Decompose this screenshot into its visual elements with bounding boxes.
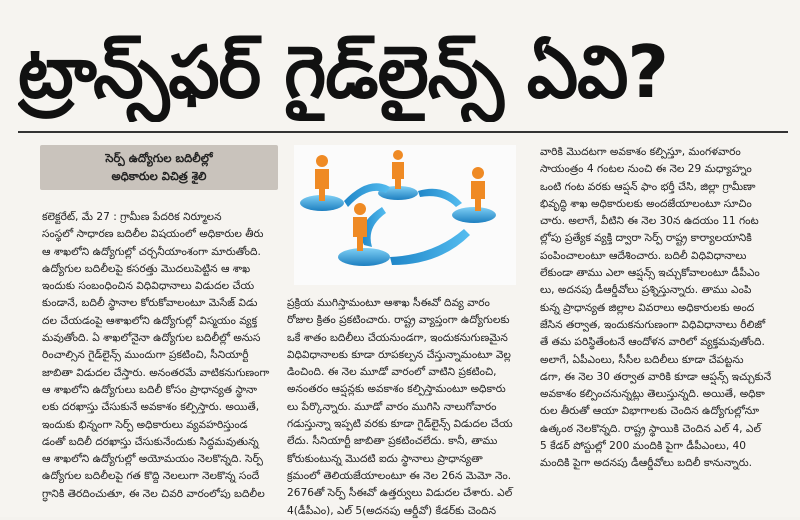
text-line: తే తమ పరిస్థితేంటనే ఆందోళన వారిలో వ్యక్తమవుతోంది.: [540, 336, 765, 349]
article-column-2: [287, 295, 530, 520]
text-line: ఒకే శాతం బదిలీలు చేయనుండగా, ఇందుకనుగుణమైన: [287, 331, 508, 344]
text-line: కలెక్టరేట్, మే 27 : గ్రామీణ పేదరిక నిర్మూలన: [42, 211, 222, 223]
text-line: ఆ శాఖలోని ఉద్యోగుల్లో అయోమయం నెలకొన్నది. సెర్ప్: [42, 453, 263, 466]
text-line: డించింది. ఈ నెల మూడో వారంలో వాటిని ప్రకటించి,: [287, 366, 497, 379]
transfer-people-graphic: [294, 145, 516, 285]
text-line: మందికి పైగా అదనపు డీఆర్డీవోలు బదిలీ కానున్నారు.: [540, 457, 753, 470]
text-line: మవుతోంది. ఏ శాఖలోనైనా ఉద్యోగుల బదిలీల్లో అనుస: [42, 332, 261, 345]
text-line: అలాగే, ఏపీఎంలు, సీసీల బదిలీలు కూడా చేపట్టను: [540, 353, 744, 366]
text-line: ఉద్యోగుల బదిలీలపై గత కొద్ది నెలలుగా నెలకొన్న సందే: [42, 470, 260, 483]
subheadline-line-2: అధికారుల విచిత్ర శైలి: [111, 169, 207, 183]
text-line: చారు. అలాగే, వీటిని ఈ నెల 30న ఉదయం 11 గంట: [540, 215, 759, 228]
text-line: అవకాశం కల్పించనున్నట్లు తెలుస్తున్నది. అయితే, అధికా: [540, 388, 765, 401]
article-column-1: [42, 209, 279, 503]
text-line: క్రమంలో తెలియజేయాలంటూ ఈ నెల 26న మెమో నెం.: [287, 469, 512, 482]
text-line: దల చేయడంపై ఆశాఖలోని ఉద్యోగుల్లో విస్మయం వ్యక్త: [42, 314, 258, 327]
text-line: వారికి మొదటగా అవకాశం కల్పిస్తూ, మంగళవారం: [540, 146, 741, 158]
text-line: ఒంటి గంట వరకు ఆప్షన్ ఫాం భర్తీ చేసి, జిల్లా గ్రామీణా: [540, 180, 756, 193]
staff-transfer-illustration: [294, 145, 516, 285]
text-line: అనంతరం ఆప్షన్లకు అవకాశం కల్పిస్తామంటూ అధికారు: [287, 383, 506, 396]
text-line: లేకుండా తాము ఎలా ఆప్షన్స్ ఇచ్చుకోవాలంటూ డీపీఎం: [540, 267, 760, 280]
text-line: రించాల్సిన గైడ్‌లైన్స్ ముందుగా ప్రకటించి, సీనియార్టీ: [42, 349, 249, 362]
text-line: పంపించాలంటూ ఆదేశించారు. బదిలీ విధివిధానాలు: [540, 249, 747, 262]
text-line: లకు దరఖాస్తు చేసుకునే అవకాశం కల్పిస్తారు. అయితే,: [42, 401, 260, 414]
text-line: కోరుకుంటున్న మొదటి ఐదు స్థానాలు ప్రాధాన్యతా: [287, 452, 483, 465]
subheadline-line-1: సెర్ప్ ఉద్యోగుల బదిలీల్లో: [105, 151, 213, 165]
text-line: కుండానే, బదిలీ స్థానాల కోరుకోవాలంటూ మెసేజ్ విడు: [42, 297, 258, 310]
text-line: లు పేర్కొన్నారు. మూడో వారం ముగిసి నాలుగోవారం: [287, 400, 497, 413]
text-line: 2676తో సెర్ప్ సీఈవో ఉత్తర్వులు విడుదల చేశారు. ఎల్: [287, 487, 513, 500]
text-line: సాయంత్రం 4 గంటల నుంచి ఈ నెల 29 మధ్యాహ్నం: [540, 163, 752, 176]
text-line: 5 కేడర్ పోస్టుల్లో 200 మందికి పైగా డీపీఎంలు, 40: [540, 440, 747, 453]
text-line: గడుస్తున్నా ఇప్పటి వరకు కూడా గైడ్‌లైన్స్ విడుదల చేయ: [287, 418, 513, 431]
text-line: లేదు. సీనియార్టీ జాబితా ప్రకటించలేదు. కానీ, తాము: [287, 435, 498, 448]
text-line: ల్లోపు ప్రత్యేక వ్యక్తి ద్వారా సెర్ప్ రాష్ట్ర కార్యాలయానికి: [540, 232, 752, 245]
text-line: గ్ధానికి తెరదించుతూ, ఈ నెల చివరి వారంలోపు బదిలీల: [42, 487, 265, 500]
text-line: డంతో బదిలీ దరఖాస్తు చేసుకునేందుకు సిద్ధమవుతున్న: [42, 435, 259, 448]
text-line: ఉత్కంఠ నెలకొన్నది. రాష్ట్ర స్థాయికి చెందిన ఎల్ 4, ఎల్: [540, 422, 761, 435]
text-line: ఇందుకు సంబంధించిన విధివిధానాలు విడుదల చేయ: [42, 280, 255, 293]
text-line: 4(డీపీఎం), ఎల్ 5(అదనపు ఆర్డీవో) కేడర్‌కు చెందిన: [287, 504, 497, 517]
text-line: రోజుల క్రితం ప్రకటించారు. రాష్ట్ర వ్యాప్తంగా ఉద్యోగులకు: [287, 314, 510, 327]
text-line: జాబితా విడుదల చేస్తారు. అనంతరమే వాటికనుగుణంగా: [42, 366, 270, 379]
text-line: లు, అదనపు డీఆర్డీవోలు ప్రశ్నిస్తున్నారు. తాము ఎంపి: [540, 284, 752, 297]
text-line: ఆ శాఖలోని ఉద్యోగులు బదిలీ కోసం ప్రాధాన్యత స్థానా: [42, 383, 257, 396]
text-line: రుల తీరుతో ఆయా విభాగాలకు చెందిన ఉద్యోగుల్లోనూ: [540, 405, 760, 418]
text-line: భివృద్ధి శాఖ అధికారులకు అందజేయాలంటూ సూచిం: [540, 197, 752, 210]
text-line: విధివిధానాలకు కూడా రూపకల్పన చేస్తున్నామంటూ వెల్ల: [287, 348, 511, 361]
text-line: డగా, ఈ నెల 30 తర్వాత వారికి కూడా ఆప్షన్స్ ఇచ్చుకునే: [540, 370, 772, 383]
text-line: ప్రక్రియ ముగిస్తామంటూ ఆశాఖ సీఈవో దివ్య వారం: [287, 297, 490, 309]
text-line: జేసిన తర్వాత, ఇందుకనుగుణంగా విధివిధానాలు రీలిజో: [540, 318, 766, 331]
text-line: ఆ శాఖలోని ఉద్యోగుల్లో చర్చనీయాంశంగా మారుతోంది.: [42, 245, 261, 258]
text-line: ఉద్యోగుల బదిలీలపై కసరత్తు మొదలుపెట్టిన ఆ శాఖ: [42, 262, 251, 275]
subheadline-box: [40, 145, 278, 190]
headline: ట్రాన్స్‌ఫర్ గైడ్‌లైన్స్ ఏవి?: [18, 30, 669, 114]
text-line: ఇందుకు భిన్నంగా సెర్ప్ అధికారులు వ్యవహరిస్తుండ: [42, 418, 248, 431]
text-line: సంస్థలో సాధారణ బదిలీల విషయంలో అధికారుల తీరు: [42, 228, 264, 241]
text-line: కున్న ప్రాధాన్యత జిల్లాల వివరాలు అధికారులకు అంద: [540, 301, 755, 314]
article-column-3: [540, 144, 786, 473]
headline-rule: [18, 131, 788, 133]
